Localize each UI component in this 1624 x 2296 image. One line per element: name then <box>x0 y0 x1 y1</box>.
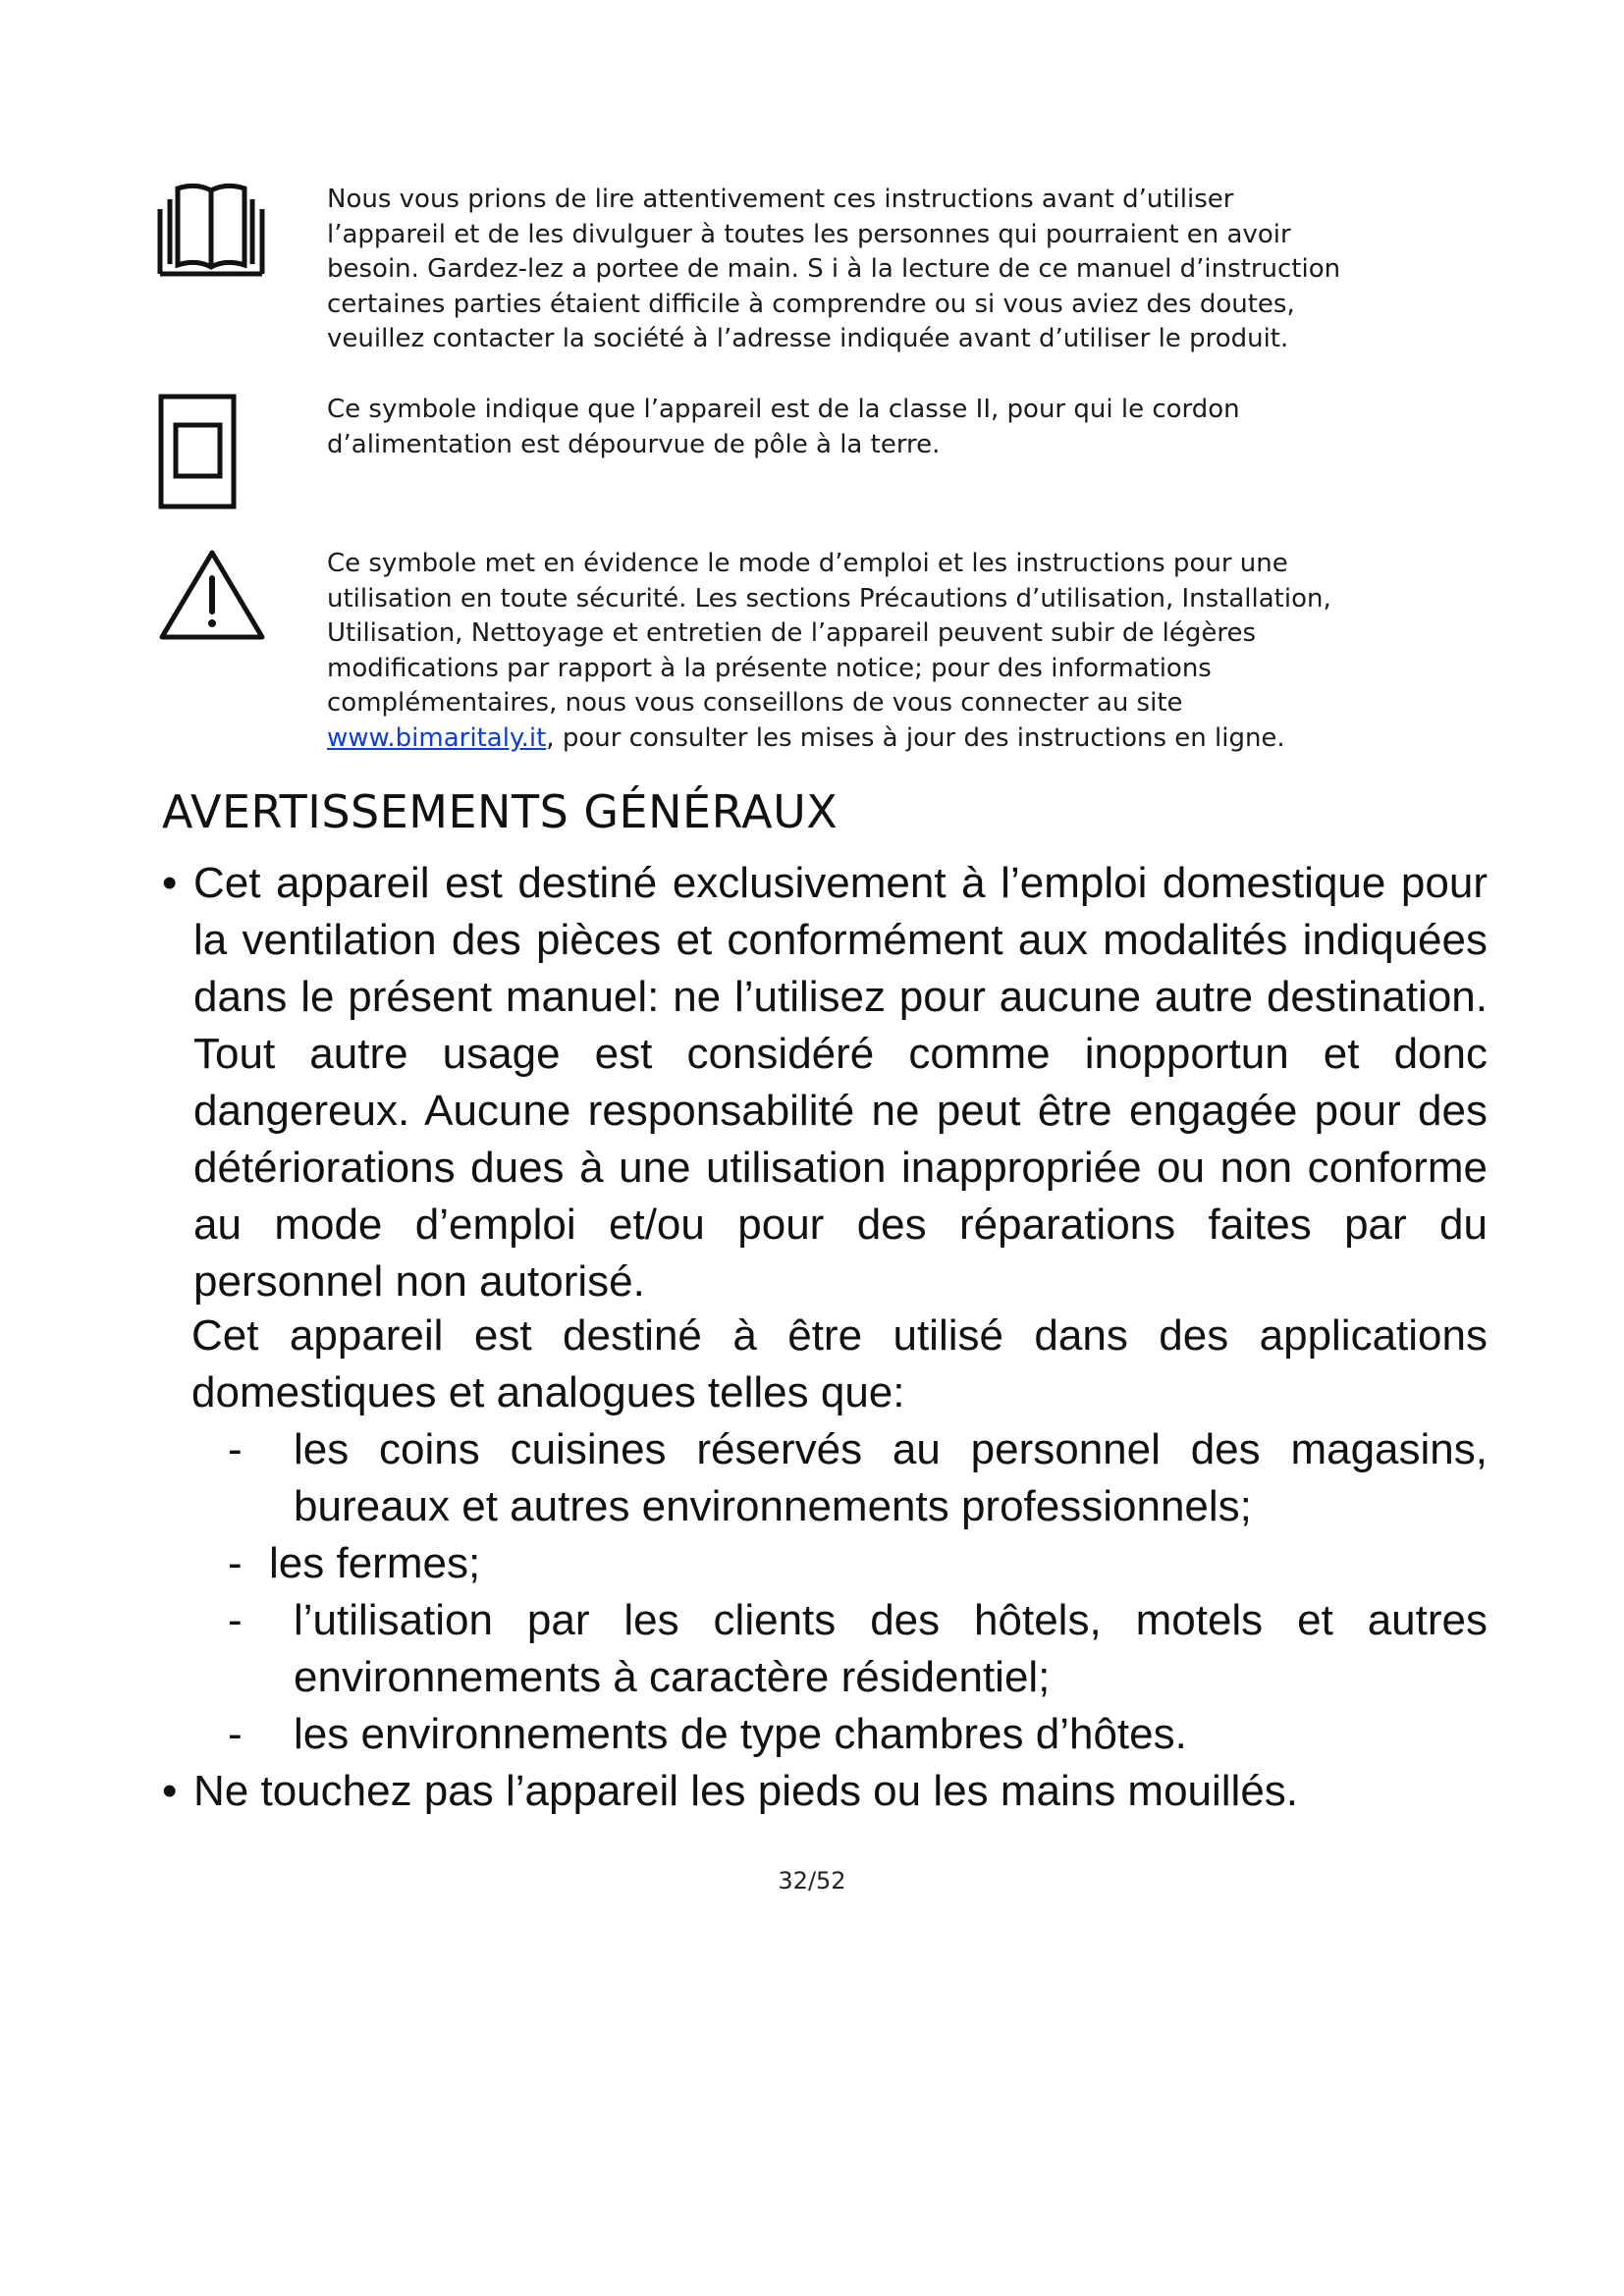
dash-marker: - <box>228 1539 243 1587</box>
text-line: Ce symbole met en évidence le mode d’emploi et les instructions pour une <box>327 549 1288 578</box>
page-number: 32/52 <box>778 1867 846 1895</box>
sub-item-text: les coins cuisines réservés au personnel des magasins, bureaux et autres environnements professionnels; <box>294 1425 1488 1530</box>
text-line: modifications par rapport à la présente notice; pour des informations <box>327 653 1212 683</box>
website-link[interactable]: www.bimaritaly.it <box>327 722 547 753</box>
text-line: complémentaires, nous vous conseillons de vous connecter au site <box>327 688 1183 718</box>
dash-marker: - <box>228 1596 243 1644</box>
applications-intro: Cet appareil est destiné à être utilisé dans des applications domestiques et analogues telles que: <box>191 1311 1488 1416</box>
text-line: certaines parties étaient difficile à comprendre ou si vous aviez des doutes, <box>327 289 1295 319</box>
text-line: Utilisation, Nettoyage et entretien de l’appareil peuvent subir de légères <box>327 618 1257 648</box>
double-square-icon <box>157 393 238 518</box>
warning-triangle-icon <box>157 547 267 649</box>
text-line: d’alimentation est dépourvue de pôle à la terre. <box>327 429 941 459</box>
symbol-text-warning <box>327 547 1427 756</box>
text-line: l’appareil et de les divulguer à toutes les personnes qui pourraient en avoir <box>327 219 1291 249</box>
section-heading: AVERTISSEMENTS GÉNÉRAUX <box>162 785 839 838</box>
bullet-text: Ne touchez pas l’appareil les pieds ou les mains mouillés. <box>193 1767 1299 1815</box>
text-line: Ce symbole indique que l’appareil est de la classe II, pour qui le cordon <box>327 395 1240 424</box>
symbol-text-book <box>327 183 1427 357</box>
bullet-dot: • <box>162 1767 178 1815</box>
sub-item-text: l’utilisation par les clients des hôtels, motels et autres environnements à caractère résidentiel; <box>294 1596 1488 1701</box>
book-icon <box>157 183 265 285</box>
symbol-text-class-ii <box>327 393 1427 462</box>
text-line: Nous vous prions de lire attentivement ces instructions avant d’utiliser <box>327 185 1234 214</box>
text-line: veuillez contacter la société à l’adresse indiquée avant d’utiliser le produit. <box>327 324 1289 353</box>
link-suffix-text: , pour consulter les mises à jour des instructions en ligne. <box>546 722 1285 753</box>
dash-marker: - <box>228 1425 243 1473</box>
text-line: utilisation en toute sécurité. Les sections Précautions d’utilisation, Installation, <box>327 583 1331 614</box>
sub-item-text: les environnements de type chambres d’hôtes. <box>294 1710 1187 1758</box>
text-line: besoin. Gardez-lez a portee de main. S i à la lecture de ce manuel d’instruction <box>327 254 1341 284</box>
dash-marker: - <box>228 1710 243 1758</box>
text-line <box>327 721 1427 757</box>
bullet-text: Cet appareil est destiné exclusivement à l’emploi domestique pour la ventilation des pièces et conformément aux modalités indiquées dans le présent manuel: ne l’utilisez pour aucune autre destination. Tout autre usage est considéré comme inopportun et donc dangereux. Aucune responsabilité ne peut être engagée pour des détériorations dues à une utilisation inappropriée ou non conforme au mode d’emploi et/ou pour des réparations faites par du personnel non autorisé. <box>193 859 1488 1306</box>
bullet-dot: • <box>162 859 178 907</box>
sub-item-text: les fermes; <box>269 1539 481 1587</box>
